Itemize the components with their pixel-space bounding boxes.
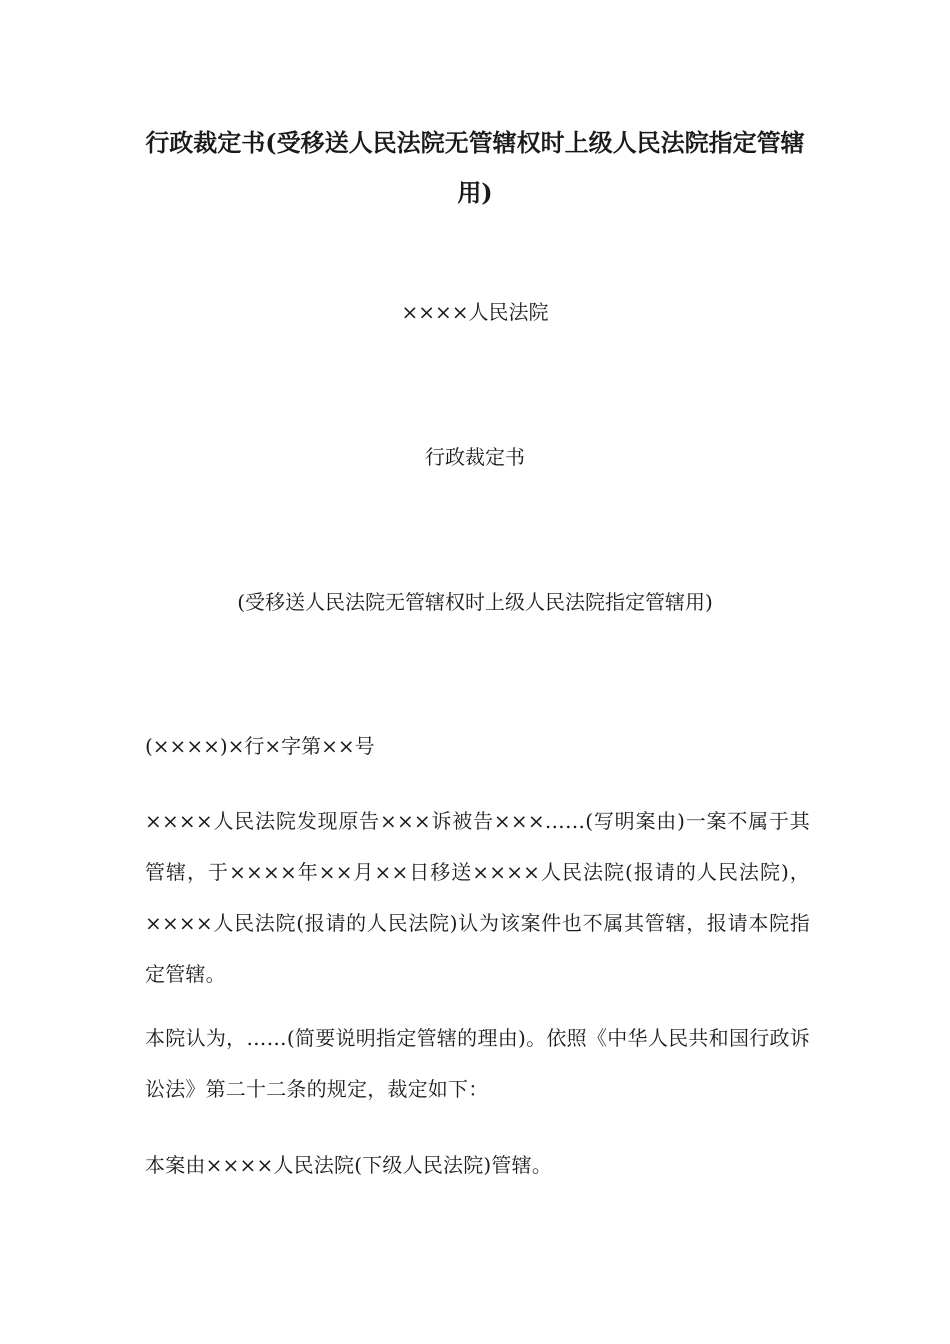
- document-title: 行政裁定书(受移送人民法院无管辖权时上级人民法院指定管辖用): [145, 128, 805, 207]
- court-name: ××××人民法院: [401, 300, 549, 324]
- document-type: 行政裁定书: [425, 445, 525, 469]
- document-subtitle: (受移送人民法院无管辖权时上级人民法院指定管辖用): [237, 590, 713, 614]
- ruling-paragraph: 本案由××××人民法院(下级人民法院)管辖。: [145, 1153, 553, 1177]
- case-number: (××××)×行×字第××号: [145, 734, 375, 758]
- body-paragraph: 本院认为，……(简要说明指定管辖的理由)。依照《中华人民共和国行政诉讼法》第二十二条的规定，裁定如下：: [145, 1026, 810, 1101]
- body-paragraph: ××××人民法院发现原告×××诉被告×××……(写明案由)一案不属于其管辖，于××××年××月××日移送××××人民法院(报请的人民法院)，××××人民法院(报请的人民法院)认为该案件也不属其管辖，报请本院指定管辖。: [145, 809, 810, 986]
